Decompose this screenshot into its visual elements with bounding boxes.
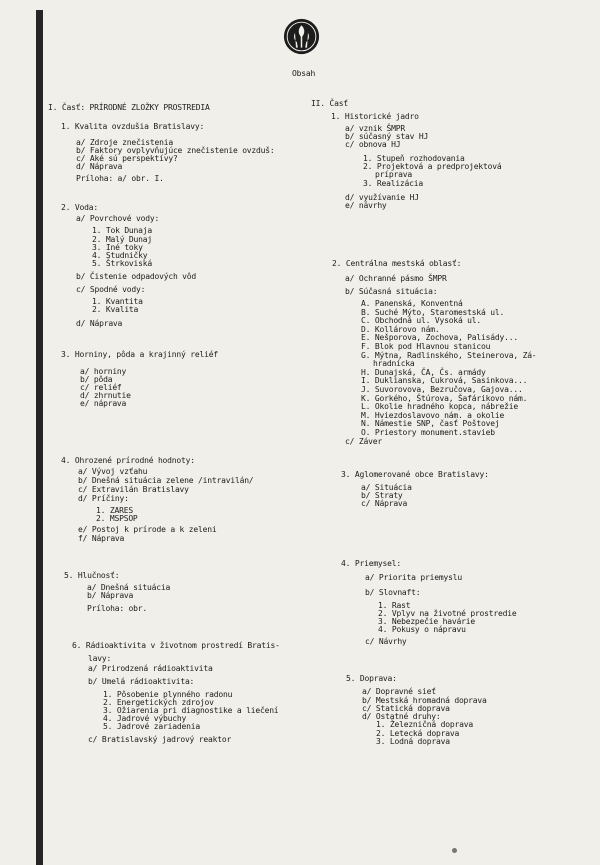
list-item: b/ pôda [80, 375, 113, 384]
list-item: 1. Pôsobenie plynného radonu [103, 690, 233, 699]
list-item: a/ Situácia [361, 483, 412, 492]
p2-s3-title: 3. Aglomerované obce Bratislavy: [341, 470, 489, 479]
list-item: 4. Jadrové výbuchy [103, 714, 187, 723]
p1-s4-title: 4. Ohrozené prírodné hodnoty: [61, 456, 195, 465]
p2-s2-title: 2. Centrálna mestská oblasť: [332, 259, 462, 268]
part2-heading: II. Časť [311, 99, 348, 108]
list-item: d/ Ostatné druhy: [362, 712, 441, 721]
list-item: c/ Návrhy [365, 637, 407, 646]
p2-s4-title: 4. Priemysel: [341, 559, 402, 568]
list-item: D. Kollárovo nám. [361, 325, 440, 334]
list-item: M. Hviezdoslavovo nám. a okolie [361, 411, 505, 420]
p1-s6-title: 6. Rádioaktivita v životnom prostredí Bratis- [72, 641, 280, 650]
list-item: G. Mýtna, Radlinského, Steinerova, Zá- [361, 351, 537, 360]
list-item: a/ horniny [80, 367, 127, 376]
list-item: O. Priestory monument.stavieb [361, 428, 495, 437]
list-item: d/ využívanie HJ [345, 193, 419, 202]
list-item: 1. Kvantita [92, 297, 143, 306]
list-item: 2. Malý Dunaj [92, 235, 153, 244]
list-item: B. Suché Mýto, Staromestská ul. [361, 308, 505, 317]
list-item: b/ Umelá rádioaktivita: [88, 677, 195, 686]
list-item: c/ Aké sú perspektívy? [76, 154, 178, 163]
list-item: J. Suvorovova, Bezručova, Gajova... [361, 385, 523, 394]
list-item: 2. Energetických zdrojov [103, 698, 214, 707]
list-item: 5. Jadrové zariadenia [103, 722, 200, 731]
list-item: b/ Náprava [87, 591, 134, 600]
list-item: a/ Zdroje znečistenia [76, 138, 173, 147]
list-item: a/ Ochranné pásmo ŠMPR [345, 274, 447, 283]
list-item: d/ Náprava [76, 162, 123, 171]
list-item: a/ Dopravné sieť [362, 687, 436, 696]
p1-s1-title: 1. Kvalita ovzdušia Bratislavy: [61, 122, 205, 131]
list-item: 2. Kvalita [92, 305, 139, 314]
list-item: b/ Súčasná situácia: [345, 287, 438, 296]
list-item: c/ Statická doprava [362, 704, 450, 713]
emblem-logo [283, 18, 320, 55]
list-item: 5. Štrkoviská [92, 259, 153, 268]
p2-s1-title: 1. Historické jadro [331, 112, 419, 121]
list-item: 2. Projektová a predprojektová [363, 162, 502, 171]
list-item: 1. Stupeň rozhodovania [363, 154, 465, 163]
list-item: a/ Priorita priemyslu [365, 573, 462, 582]
list-item: hradnícka [373, 359, 415, 368]
list-item: b/ Faktory ovplyvňujúce znečistenie ovzduš: [76, 146, 275, 155]
list-item: b/ súčasný stav HJ [345, 132, 429, 141]
list-item: H. Dunajská, ČA, Čs. armády [361, 368, 486, 377]
appendix-note: Príloha: obr. [87, 604, 148, 613]
list-item: a/ Dnešná situácia [87, 583, 171, 592]
list-item: 3. Iné toky [92, 243, 143, 252]
list-item: 1. Tok Dunaja [92, 226, 153, 235]
list-item: 3. Nebezpečie havárie [378, 617, 475, 626]
p1-s5-title: 5. Hlučnosť: [64, 571, 120, 580]
list-item: a/ vznik ŠMPR [345, 124, 406, 133]
list-item: E. Nešporova, Zochova, Palisády... [361, 333, 518, 342]
list-item: 1. Rast [378, 601, 411, 610]
binding-edge [36, 10, 43, 865]
list-item: c/ reliéf [80, 383, 122, 392]
list-item: 2. MSPSOP [96, 514, 138, 523]
list-item: b/ Čistenie odpadových vôd [76, 272, 197, 281]
list-item: e/ návrhy [345, 201, 387, 210]
list-item: F. Blok pod Hlavnou stanicou [361, 342, 491, 351]
list-item: c/ Extravilán Bratislavy [78, 485, 189, 494]
p2-s5-title: 5. Doprava: [346, 674, 397, 683]
list-item: 3. Lodná doprava [376, 737, 450, 746]
list-item: 4. Studničky [92, 251, 148, 260]
list-item: príprava [375, 170, 412, 179]
list-item: K. Gorkého, Štúrova, Šafárikovo nám. [361, 394, 528, 403]
part1-heading: I. Časť: PRÍRODNÉ ZLOŽKY PROSTREDIA [48, 103, 210, 112]
page-speck [452, 848, 457, 853]
list-item: I. Duklianska, Cukrová, Sasinkova... [361, 376, 528, 385]
list-item: a/ Povrchové vody: [76, 214, 160, 223]
list-item: b/ Slovnaft: [365, 588, 421, 597]
list-item: f/ Náprava [78, 534, 125, 543]
list-item: 2. Letecká doprava [376, 729, 460, 738]
list-item: 4. Pokusy o nápravu [378, 625, 466, 634]
p1-s6-title-cont: lavy: [88, 654, 112, 663]
appendix-note: Príloha: a/ obr. I. [76, 174, 164, 183]
list-item: d/ zhrnutie [80, 391, 131, 400]
list-item: c/ Spodné vody: [76, 285, 146, 294]
list-item: A. Panenská, Konventná [361, 299, 463, 308]
list-item: C. Obchodná ul. Vysoká ul. [361, 316, 482, 325]
list-item: c/ Záver [345, 437, 382, 446]
list-item: d/ Príčiny: [78, 494, 129, 503]
list-item: e/ náprava [80, 399, 127, 408]
list-item: L. Okolie hradného kopca, nábrežie [361, 402, 518, 411]
list-item: 1. Železničná doprava [376, 720, 473, 729]
list-item: a/ Vývoj vzťahu [78, 467, 148, 476]
list-item: c/ Náprava [361, 499, 408, 508]
list-item: a/ Prirodzená rádioaktivita [88, 664, 213, 673]
p1-s3-title: 3. Horniny, pôda a krajinný reliéf [61, 350, 218, 359]
list-item: c/ Bratislavský jadrový reaktor [88, 735, 232, 744]
list-item: 2. Vplyv na životné prostredie [378, 609, 517, 618]
list-item: e/ Postoj k prírode a k zeleni [78, 525, 217, 534]
list-item: d/ Náprava [76, 319, 123, 328]
list-item: c/ obnova HJ [345, 140, 401, 149]
list-item: 1. ZARES [96, 506, 133, 515]
list-item: 3. Realizácia [363, 179, 424, 188]
list-item: b/ Straty [361, 491, 403, 500]
list-item: N. Námestie SNP, časť Poštovej [361, 419, 500, 428]
list-item: 3. Ožiarenia pri diagnostike a liečení [103, 706, 279, 715]
list-item: b/ Dnešná situácia zelene /intravilán/ [78, 476, 254, 485]
p1-s2-title: 2. Voda: [61, 203, 98, 212]
list-item: b/ Mestská hromadná doprava [362, 696, 487, 705]
page-title: Obsah [292, 69, 316, 78]
